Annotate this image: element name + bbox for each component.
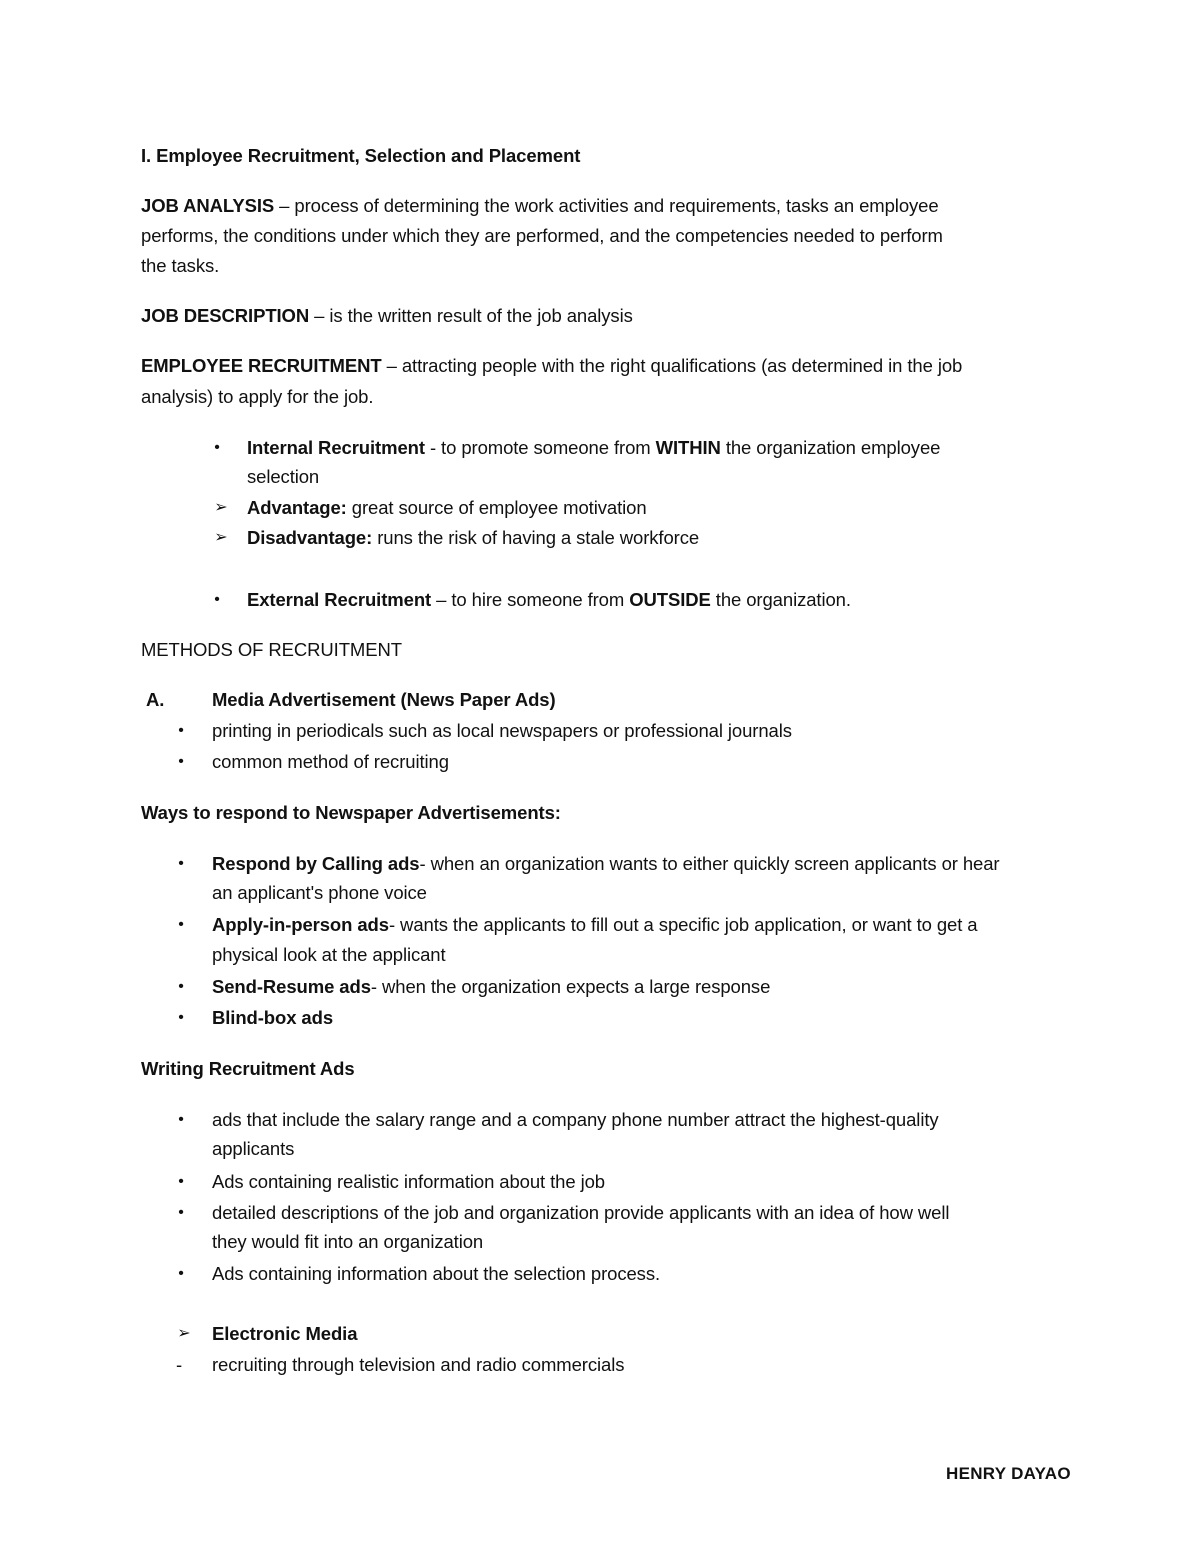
job-analysis-line-3: the tasks. [141,255,220,276]
employee-recruitment-term: EMPLOYEE RECRUITMENT [141,355,382,376]
bullet-icon: • [178,1265,184,1282]
bullet-icon: • [178,978,184,995]
advantage-term: Advantage: [247,497,347,518]
media-bullet-2: common method of recruiting [212,751,449,772]
methods-heading: METHODS OF RECRUITMENT [141,639,402,660]
dash-marker: - [176,1354,183,1375]
employee-recruitment-text: – attracting people with the right qualifications (as determined in the job [381,355,963,376]
ways-item-term: Send-Resume ads [212,976,371,997]
writing-item-3-line-2: they would fit into an organization [212,1231,484,1252]
ways-item-4 [212,1006,333,1030]
job-analysis-text: – process of determining the work activities and requirements, tasks an employee [274,195,939,216]
media-bullet-1: printing in periodicals such as local newspapers or professional journals [212,720,792,741]
ways-item-2 [212,913,978,937]
ways-item-1 [212,852,1000,876]
disadvantage-item [247,526,699,550]
bullet-icon: • [178,753,184,770]
writing-item-1-line-2: applicants [212,1138,295,1159]
external-recruitment-text-end: the organization. [710,589,851,610]
external-recruitment-text: – to hire someone from [431,589,630,610]
job-description-term: JOB DESCRIPTION [141,305,310,326]
internal-recruitment-term: Internal Recruitment [247,437,425,458]
job-analysis-line-2: performs, the conditions under which they are performed, and the competencies needed to perform [141,225,943,246]
ways-item-text: - wants the applicants to fill out a specific job application, or want to get a [388,914,978,935]
bullet-icon: • [178,1204,184,1221]
ways-item-2-line-2: physical look at the applicant [212,944,446,965]
writing-item-2: Ads containing realistic information about the job [212,1171,605,1192]
job-description-paragraph [141,304,633,328]
ways-item-1-line-2: an applicant's phone voice [212,882,427,903]
ways-item-term: Blind-box ads [212,1007,334,1028]
writing-item-3: detailed descriptions of the job and organization provide applicants with an idea of how well [212,1202,950,1223]
external-recruitment-term: External Recruitment [247,589,432,610]
bullet-icon: • [178,722,184,739]
bullet-icon: • [214,439,220,456]
arrow-bullet-icon: ➢ [214,499,228,516]
job-description-text: – is the written result of the job analysis [309,305,633,326]
ways-item-text: - when the organization expects a large response [370,976,771,997]
writing-heading: Writing Recruitment Ads [141,1058,355,1079]
ways-item-3 [212,975,770,999]
bullet-icon: • [178,1009,184,1026]
electronic-media-text: recruiting through television and radio commercials [212,1354,625,1375]
electronic-media-heading: Electronic Media [212,1323,358,1344]
internal-recruitment-emphasis: WITHIN [655,437,721,458]
internal-recruitment-text: - to promote someone from [424,437,656,458]
arrow-bullet-icon: ➢ [214,529,228,546]
external-recruitment-item [247,588,851,612]
internal-recruitment-text-end: the organization employee [720,437,941,458]
external-recruitment-emphasis: OUTSIDE [629,589,711,610]
ways-item-text: - when an organization wants to either quickly screen applicants or hear [419,853,1000,874]
writing-item-4: Ads containing information about the selection process. [212,1263,661,1284]
employee-recruitment-paragraph [141,354,962,378]
bullet-icon: • [178,855,184,872]
advantage-item [247,496,647,520]
author-footer: HENRY DAYAO [946,1464,1071,1483]
ways-item-term: Apply-in-person ads [212,914,389,935]
page-title: I. Employee Recruitment, Selection and Placement [141,145,581,166]
internal-recruitment-item [247,436,940,460]
arrow-bullet-icon: ➢ [177,1325,191,1342]
bullet-icon: • [178,1173,184,1190]
job-analysis-paragraph [141,194,939,218]
bullet-icon: • [178,916,184,933]
advantage-text: great source of employee motivation [346,497,647,518]
internal-recruitment-line-2: selection [247,466,320,487]
employee-recruitment-line-2: analysis) to apply for the job. [141,386,374,407]
disadvantage-term: Disadvantage: [247,527,373,548]
ways-heading: Ways to respond to Newspaper Advertisements: [141,802,561,823]
ways-item-term: Respond by Calling ads [212,853,420,874]
job-analysis-term: JOB ANALYSIS [141,195,275,216]
media-heading: Media Advertisement (News Paper Ads) [212,689,556,710]
disadvantage-text: runs the risk of having a stale workforce [372,527,700,548]
bullet-icon: • [178,1111,184,1128]
writing-item-1: ads that include the salary range and a company phone number attract the highest-quality [212,1109,939,1130]
media-letter: A. [146,689,165,710]
bullet-icon: • [214,591,220,608]
